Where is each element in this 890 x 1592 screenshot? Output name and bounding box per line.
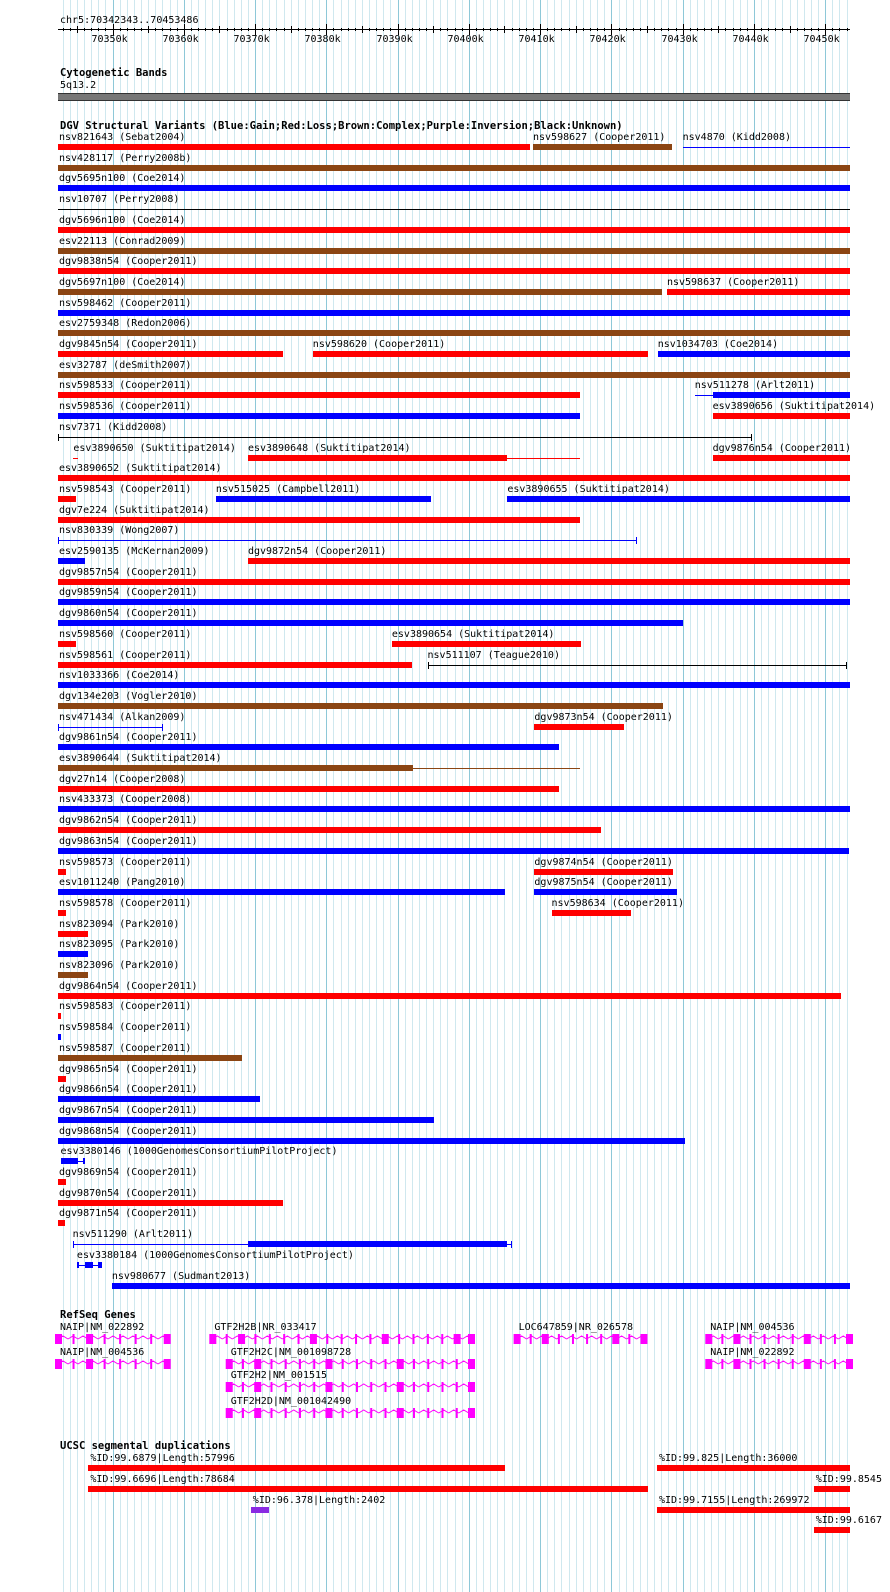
gene-intron-line — [229, 1410, 471, 1413]
segdup-label: %ID:99.6879|Length:57996 — [90, 1453, 235, 1464]
sv-label: dgv9863n54 (Cooper2011) — [59, 836, 198, 847]
sv-label: dgv9873n54 (Cooper2011) — [534, 712, 673, 723]
gene-exon — [586, 1334, 588, 1344]
gene-exon — [397, 1359, 404, 1369]
sv-label: dgv7e224 (Suktitipat2014) — [59, 505, 210, 516]
gene-exon — [792, 1334, 794, 1344]
sv-label: nsv598561 (Cooper2011) — [59, 650, 192, 661]
gene-exon — [427, 1334, 429, 1344]
gene-exon — [778, 1359, 780, 1369]
segdup-label: %ID:99.825|Length:36000 — [658, 1453, 798, 1464]
sv-label: nsv598620 (Cooper2011) — [312, 339, 446, 350]
gene-intron-line — [229, 1361, 471, 1364]
gene-exon — [242, 1359, 244, 1369]
sv-label: esv3890650 (Suktitipat2014) — [73, 443, 236, 454]
gene-exon — [542, 1334, 549, 1344]
sv-label: esv3890648 (Suktitipat2014) — [247, 443, 411, 454]
sv-label: dgv9860n54 (Cooper2011) — [59, 608, 198, 619]
ruler-tick-label: 70420k — [589, 34, 626, 45]
sv-label: dgv9871n54 (Cooper2011) — [59, 1208, 198, 1219]
gene-label: LOC647859|NR_026578 — [518, 1322, 633, 1333]
gene-exon — [313, 1382, 315, 1392]
gene-exon — [413, 1408, 415, 1418]
gene-exon — [413, 1382, 415, 1392]
sv-label: dgv9868n54 (Cooper2011) — [59, 1126, 198, 1137]
sv-label: dgv9866n54 (Cooper2011) — [59, 1084, 198, 1095]
gene-exon — [721, 1334, 723, 1344]
sv-label: dgv9862n54 (Cooper2011) — [59, 815, 198, 826]
gene-exon — [705, 1334, 712, 1344]
sv-label: dgv9859n54 (Cooper2011) — [59, 587, 198, 598]
gene-exon — [283, 1334, 285, 1344]
sv-label: nsv7371 (Kidd2008) — [59, 422, 168, 433]
gene-exon — [733, 1334, 740, 1344]
gene-exon — [313, 1359, 315, 1369]
sv-label: esv22113 (Conrad2009) — [59, 236, 186, 247]
sv-label: dgv5695n100 (Coe2014) — [59, 173, 186, 184]
sv-label: nsv515025 (Campbell2011) — [215, 484, 361, 495]
sv-label: nsv598573 (Cooper2011) — [59, 857, 192, 868]
segdup-bar[interactable] — [657, 1507, 850, 1513]
sv-label: nsv598634 (Cooper2011) — [551, 898, 684, 909]
ruler-tick-label: 70390k — [376, 34, 413, 45]
gene-model[interactable] — [514, 1334, 648, 1344]
gene-exon — [164, 1359, 171, 1369]
gene-exon — [468, 1359, 475, 1369]
ruler-tick-label: 70370k — [233, 34, 270, 45]
gene-exon — [441, 1382, 443, 1392]
gene-exon — [285, 1382, 287, 1392]
segdup-label: %ID:99.6696|Length:78684 — [90, 1474, 235, 1485]
gene-exon — [356, 1408, 358, 1418]
sv-label: nsv598587 (Cooper2011) — [59, 1043, 192, 1054]
gene-exon — [397, 1408, 404, 1418]
sv-label: nsv598583 (Cooper2011) — [59, 1001, 192, 1012]
gene-exon — [370, 1408, 372, 1418]
gene-label: NAIP|NM_004536 — [60, 1347, 145, 1358]
sv-label: dgv9838n54 (Cooper2011) — [59, 256, 198, 267]
gene-exon — [804, 1334, 811, 1344]
gene-exon — [135, 1334, 137, 1344]
gene-exon — [238, 1334, 245, 1344]
gene-exon — [104, 1359, 106, 1369]
segdup-track-title: UCSC segmental duplications — [60, 1440, 231, 1452]
gene-exon — [834, 1334, 836, 1344]
gene-exon — [299, 1408, 301, 1418]
gene-exon — [834, 1359, 836, 1369]
gene-exon — [468, 1334, 475, 1344]
gene-exon — [820, 1359, 822, 1369]
sv-label: dgv9845n54 (Cooper2011) — [59, 339, 198, 350]
sv-label: nsv830339 (Wong2007) — [59, 525, 180, 536]
gene-exon — [468, 1408, 475, 1418]
cyto-title: Cytogenetic Bands — [60, 67, 168, 79]
gene-exon — [342, 1382, 344, 1392]
gene-exon — [721, 1359, 723, 1369]
sv-label: nsv598578 (Cooper2011) — [59, 898, 192, 909]
sv-label: nsv433373 (Cooper2008) — [59, 794, 192, 805]
gene-exon — [413, 1359, 415, 1369]
gene-exon — [820, 1334, 822, 1344]
ruler-tick-label: 70440k — [732, 34, 769, 45]
gene-exon — [441, 1334, 443, 1344]
refseq-track-title: RefSeq Genes — [60, 1309, 136, 1321]
ruler-tick-label: 70360k — [162, 34, 199, 45]
sv-label: nsv471434 (Alkan2009) — [59, 712, 186, 723]
gene-exon — [270, 1359, 272, 1369]
sv-label: dgv5696n100 (Coe2014) — [59, 215, 186, 226]
sv-label: dgv9869n54 (Cooper2011) — [59, 1167, 198, 1178]
sv-label: nsv598536 (Cooper2011) — [59, 401, 192, 412]
gene-exon — [705, 1359, 712, 1369]
gene-exon — [441, 1359, 443, 1369]
sv-label: dgv9857n54 (Cooper2011) — [59, 567, 198, 578]
gene-exon — [86, 1359, 93, 1369]
gene-exon — [441, 1408, 443, 1418]
gene-model[interactable] — [226, 1408, 475, 1418]
sv-label: nsv428117 (Perry2008b) — [59, 153, 192, 164]
gene-exon — [285, 1359, 287, 1369]
gene-exon — [454, 1334, 461, 1344]
sv-label: nsv1033366 (Coe2014) — [59, 670, 180, 681]
sv-label: esv3890644 (Suktitipat2014) — [59, 753, 222, 764]
sv-label: dgv9872n54 (Cooper2011) — [247, 546, 387, 557]
gene-label: NAIP|NM_022892 — [60, 1322, 145, 1333]
gene-exon — [456, 1382, 458, 1392]
segdup-label: %ID:96.378|Length:2402 — [252, 1495, 386, 1506]
gene-intron-line — [229, 1384, 471, 1387]
sv-label: esv3380184 (1000GenomesConsortiumPilotProject) — [76, 1250, 354, 1261]
gene-exon — [572, 1334, 574, 1344]
gene-exon — [55, 1334, 62, 1344]
gene-exon — [119, 1334, 121, 1344]
gene-exon — [299, 1359, 301, 1369]
gene-exon — [750, 1334, 752, 1344]
gene-exon — [397, 1382, 404, 1392]
gene-exon — [764, 1334, 766, 1344]
sv-label: dgv5697n100 (Coe2014) — [59, 277, 186, 288]
gene-exon — [104, 1334, 106, 1344]
sv-label: nsv598637 (Cooper2011) — [666, 277, 800, 288]
segdup-bar[interactable] — [88, 1486, 648, 1492]
gene-exon — [764, 1359, 766, 1369]
gene-exon — [254, 1334, 256, 1344]
gene-exon — [242, 1382, 244, 1392]
gene-exon — [299, 1382, 301, 1392]
dgv-track-title: DGV Structural Variants (Blue:Gain;Red:Loss;Brown:Complex;Purple:Inversion;Black:Unknown) — [60, 120, 623, 132]
sv-label: nsv823095 (Park2010) — [59, 939, 180, 950]
gene-exon — [628, 1334, 630, 1344]
gene-exon — [209, 1334, 216, 1344]
gene-exon — [733, 1359, 740, 1369]
gene-exon — [226, 1408, 233, 1418]
gene-exon — [456, 1359, 458, 1369]
gene-exon — [342, 1408, 344, 1418]
sv-label: nsv10707 (Perry2008) — [59, 194, 180, 205]
gene-exon — [150, 1334, 152, 1344]
gene-exon — [427, 1408, 429, 1418]
gene-exon — [325, 1408, 332, 1418]
gene-label: GTF2H2C|NM_001098728 — [230, 1347, 352, 1358]
sv-label: nsv511107 (Teague2010) — [427, 650, 560, 661]
gene-exon — [119, 1359, 121, 1369]
gene-exon — [846, 1359, 853, 1369]
sv-label: dgv27n14 (Cooper2008) — [59, 774, 186, 785]
sv-label: dgv9870n54 (Cooper2011) — [59, 1188, 198, 1199]
gene-exon — [778, 1334, 780, 1344]
sv-label: esv3890654 (Suktitipat2014) — [391, 629, 555, 640]
segdup-bar[interactable] — [814, 1527, 850, 1533]
cyto-band-label: 5q13.2 — [60, 80, 97, 91]
gene-exon — [456, 1408, 458, 1418]
gene-intron-line — [517, 1336, 644, 1339]
sv-label: esv3380146 (1000GenomesConsortiumPilotProject) — [60, 1146, 338, 1157]
gene-exon — [382, 1334, 389, 1344]
sv-label: nsv598560 (Cooper2011) — [59, 629, 192, 640]
gene-exon — [427, 1382, 429, 1392]
ruler-location: chr5:70342343..70453486 — [60, 15, 199, 26]
sv-label: dgv9867n54 (Cooper2011) — [59, 1105, 198, 1116]
gene-label: NAIP|NM_004536 — [710, 1322, 795, 1333]
sv-label: nsv598533 (Cooper2011) — [59, 380, 192, 391]
gene-label: GTF2H2B|NR_033417 — [214, 1322, 317, 1333]
gene-exon — [384, 1408, 386, 1418]
segdup-label: %ID:99.6167 — [815, 1515, 882, 1526]
sv-label: nsv598543 (Cooper2011) — [59, 484, 192, 495]
segdup-bar[interactable] — [814, 1486, 850, 1492]
gene-exon — [356, 1382, 358, 1392]
sv-label: dgv134e203 (Vogler2010) — [59, 691, 198, 702]
sv-label: nsv823096 (Park2010) — [59, 960, 180, 971]
sv-label: dgv9864n54 (Cooper2011) — [59, 981, 198, 992]
sv-label: nsv980677 (Sudmant2013) — [111, 1271, 251, 1282]
sv-label: nsv598584 (Cooper2011) — [59, 1022, 192, 1033]
sv-label: nsv598462 (Cooper2011) — [59, 298, 192, 309]
sv-label: dgv9874n54 (Cooper2011) — [534, 857, 673, 868]
gene-exon — [804, 1359, 811, 1369]
gene-exon — [384, 1382, 386, 1392]
gene-exon — [269, 1334, 271, 1344]
gene-exon — [612, 1334, 619, 1344]
sv-label: dgv9875n54 (Cooper2011) — [534, 877, 673, 888]
gene-label: NAIP|NM_022892 — [710, 1347, 795, 1358]
gene-exon — [254, 1408, 261, 1418]
sv-label: nsv511290 (Arlt2011) — [72, 1229, 194, 1240]
gene-exon — [356, 1359, 358, 1369]
gene-model[interactable] — [55, 1334, 171, 1344]
segdup-bar[interactable] — [657, 1465, 850, 1471]
gene-exon — [164, 1334, 171, 1344]
sv-label: nsv1034703 (Coe2014) — [657, 339, 779, 350]
gene-exon — [86, 1334, 93, 1344]
gene-exon — [135, 1359, 137, 1369]
sv-label: nsv821643 (Sebat2004) — [59, 132, 186, 143]
gene-exon — [150, 1359, 152, 1369]
sv-label: nsv823094 (Park2010) — [59, 919, 180, 930]
gene-exon — [341, 1334, 343, 1344]
gene-model[interactable] — [705, 1334, 853, 1344]
sv-label: dgv9865n54 (Cooper2011) — [59, 1064, 198, 1075]
gene-exon — [254, 1382, 261, 1392]
segdup-bar[interactable] — [251, 1507, 270, 1513]
sv-label: esv2759348 (Redon2006) — [59, 318, 192, 329]
gene-exon — [427, 1359, 429, 1369]
sv-label: dgv9876n54 (Cooper2011) — [712, 443, 852, 454]
gene-exon — [750, 1359, 752, 1369]
gene-exon — [310, 1334, 317, 1344]
gene-exon — [73, 1334, 75, 1344]
gene-exon — [342, 1359, 344, 1369]
gene-model[interactable] — [55, 1359, 171, 1369]
gene-model[interactable] — [705, 1359, 853, 1369]
gene-model[interactable] — [209, 1334, 475, 1344]
gene-exon — [285, 1408, 287, 1418]
gene-exon — [558, 1334, 560, 1344]
gene-exon — [370, 1382, 372, 1392]
gene-exon — [226, 1359, 233, 1369]
gene-exon — [298, 1334, 300, 1344]
ruler-tick-label: 70450k — [803, 34, 840, 45]
gene-exon — [846, 1334, 853, 1344]
gene-exon — [226, 1382, 233, 1392]
sv-label: esv1011240 (Pang2010) — [59, 877, 186, 888]
gene-exon — [640, 1334, 647, 1344]
gene-exon — [384, 1359, 386, 1369]
gene-exon — [369, 1334, 371, 1344]
gene-exon — [413, 1334, 415, 1344]
ruler-tick-label: 70380k — [304, 34, 341, 45]
ruler-tick-label: 70410k — [518, 34, 555, 45]
gene-label: GTF2H2|NM_001515 — [230, 1370, 328, 1381]
gene-exon — [242, 1408, 244, 1418]
ruler-tick-label: 70350k — [91, 34, 128, 45]
gene-exon — [326, 1334, 328, 1344]
gene-exon — [254, 1359, 261, 1369]
sv-label: nsv4870 (Kidd2008) — [682, 132, 791, 143]
gene-exon — [270, 1382, 272, 1392]
sv-label: dgv9861n54 (Cooper2011) — [59, 732, 198, 743]
gene-exon — [468, 1382, 475, 1392]
sv-label: nsv598627 (Cooper2011) — [532, 132, 666, 143]
gene-exon — [370, 1359, 372, 1369]
sv-label: esv3890656 (Suktitipat2014) — [712, 401, 876, 412]
gene-exon — [514, 1334, 521, 1344]
gene-exon — [55, 1359, 62, 1369]
sv-label: esv2590135 (McKernan2009) — [59, 546, 210, 557]
gene-exon — [325, 1359, 332, 1369]
gene-model[interactable] — [226, 1359, 475, 1369]
gene-exon — [270, 1408, 272, 1418]
gene-exon — [226, 1334, 228, 1344]
segdup-bar[interactable] — [88, 1465, 505, 1471]
gene-exon — [313, 1408, 315, 1418]
gene-exon — [530, 1334, 532, 1344]
gene-model[interactable] — [226, 1382, 475, 1392]
sv-label: nsv511278 (Arlt2011) — [694, 380, 816, 391]
gene-label: GTF2H2D|NM_001042490 — [230, 1396, 352, 1407]
segdup-label: %ID:99.8545 — [815, 1474, 882, 1485]
gene-exon — [398, 1334, 400, 1344]
gene-exon — [325, 1382, 332, 1392]
gene-exon — [792, 1359, 794, 1369]
sv-label: esv3890655 (Suktitipat2014) — [507, 484, 670, 495]
gene-exon — [73, 1359, 75, 1369]
sv-label: esv3890652 (Suktitipat2014) — [59, 463, 222, 474]
gene-exon — [600, 1334, 602, 1344]
segdup-label: %ID:99.7155|Length:269972 — [658, 1495, 810, 1506]
gene-exon — [355, 1334, 357, 1344]
ruler-tick-label: 70430k — [661, 34, 698, 45]
ruler-tick-label: 70400k — [447, 34, 484, 45]
sv-label: esv32787 (deSmith2007) — [59, 360, 192, 371]
